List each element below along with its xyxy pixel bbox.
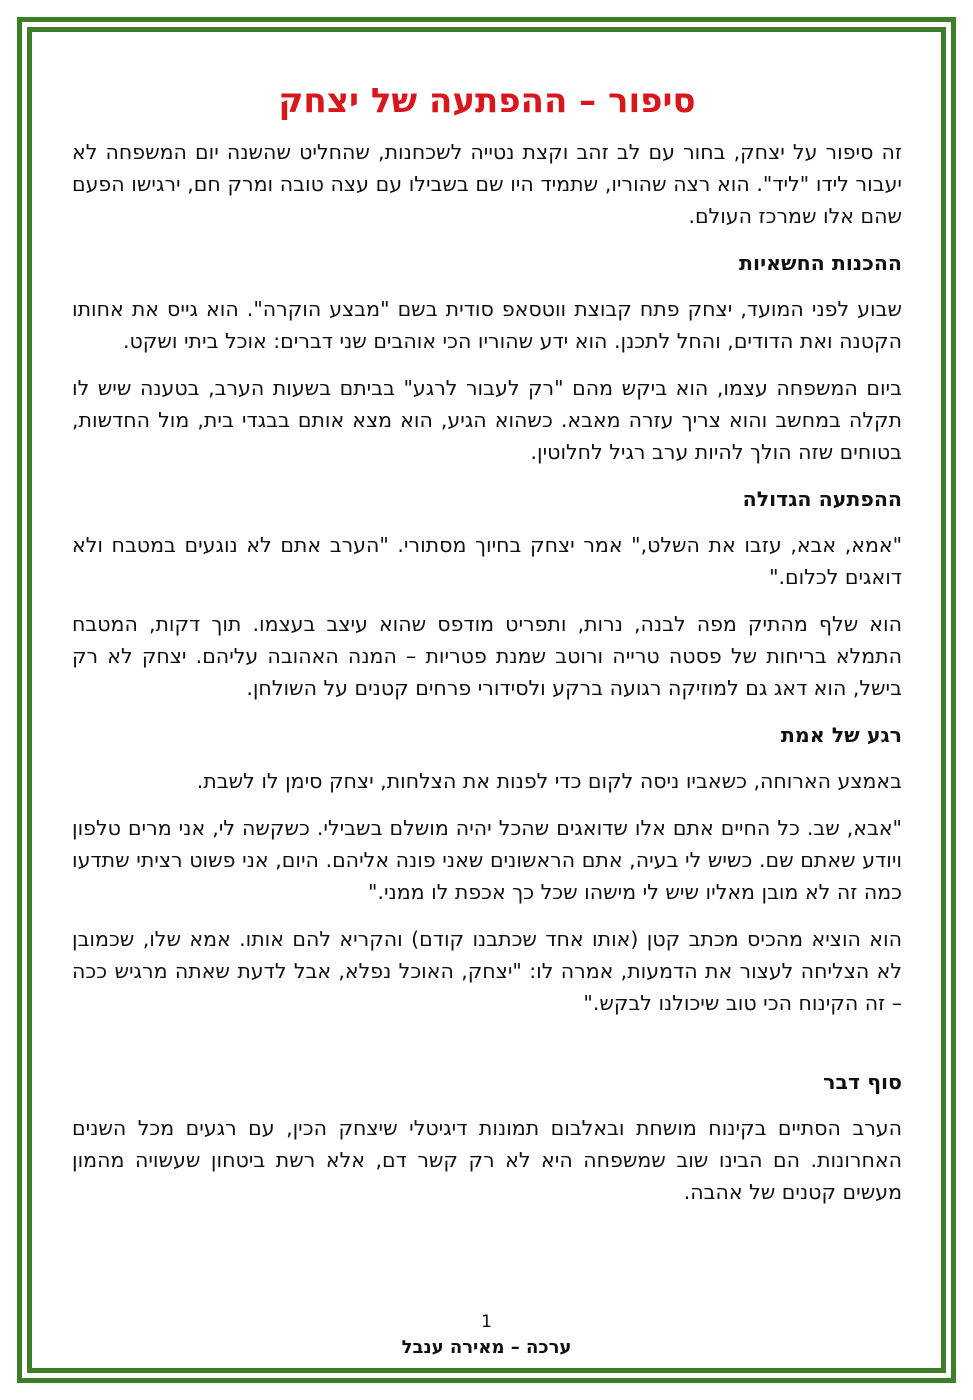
section-heading-secret-preparations: ההכנות החשאיות <box>739 251 902 275</box>
paragraph: הוא שלף מהתיק מפה לבנה, נרות, ותפריט מודפס שהוא עיצב בעצמו. תוך דקות, המטבח התמלא בריחות של פסטה טרייה ורוטב שמנת פטריות – המנה האהובה עליהם. יצחק לא רק בישל, הוא דאג גם למוזיקה רגועה ברקע ולסידורי פרחים קטנים על השולחן. <box>72 612 902 700</box>
intro-paragraph: זה סיפור על יצחק, בחור עם לב זהב וקצת נטייה לשכחנות, שהחליט שהשנה יום המשפחה לא יעבור לידו "ליד". הוא רצה שהוריו, שתמיד היו שם בשבילו עם עצה טובה ומרק חם, ירגישו הפעם שהם אלו שמרכז העולם. <box>72 140 902 228</box>
document-title: סיפור – ההפתעה של יצחק <box>278 81 696 121</box>
section-heading-moment-of-truth: רגע של אמת <box>780 723 902 747</box>
page-number: 1 <box>481 1312 492 1332</box>
paragraph: שבוע לפני המועד, יצחק פתח קבוצת ווטסאפ סודית בשם "מבצע הוקרה". הוא גייס את אחותו הקטנה ואת הדודים, והחל לתכנן. הוא ידע שהוריו הכי אוהבים שני דברים: אוכל ביתי ושקט. <box>72 297 902 353</box>
section-heading-big-surprise: ההפתעה הגדולה <box>742 487 902 511</box>
author-credit: ערכה – מאירה ענבל <box>401 1337 572 1358</box>
document-page <box>72 72 902 1223</box>
section-heading-epilogue: סוף דבר <box>823 1070 902 1094</box>
paragraph: באמצע הארוחה, כשאביו ניסה לקום כדי לפנות את הצלחות, יצחק סימן לו לשבת. <box>196 769 902 793</box>
paragraph: הערב הסתיים בקינוח מושחת ובאלבום תמונות דיגיטלי שיצחק הכין, עם רגעים מכל השנים האחרונות. הם הבינו שוב שמשפחה היא לא רק קשר דם, אלא רשת ביטחון שעשויה מהמון מעשים קטנים של אהבה. <box>72 1116 902 1204</box>
paragraph: "אבא, שב. כל החיים אתם אלו שדואגים שהכל יהיה מושלם בשבילי. כשקשה לי, אני מרים טלפון ויודע שאתם שם. כשיש לי בעיה, אתם הראשונים שאני פונה אליהם. היום, אני פשוט רציתי שתדעו כמה זה לא מובן מאליו שיש לי מישהו שכל כך אכפת לו ממני." <box>72 816 902 904</box>
paragraph: הוא הוציא מהכיס מכתב קטן (אותו אחד שכתבנו קודם) והקריא להם אותו. אמא שלו, שכמובן לא הצליחה לעצור את הדמעות, אמרה לו: "יצחק, האוכל נפלא, אבל לדעת שאתה מרגיש ככה – זה הקינוח הכי טוב שיכולנו לבקש." <box>72 927 902 1015</box>
paragraph: "אמא, אבא, עזבו את השלט," אמר יצחק בחיוך מסתורי. "הערב אתם לא נוגעים במטבח ולא דואגים לכלום." <box>72 533 902 589</box>
paragraph: ביום המשפחה עצמו, הוא ביקש מהם "רק לעבור לרגע" בביתם בשעות הערב, בטענה שיש לו תקלה במחשב והוא צריך עזרה מאבא. כשהוא הגיע, הוא מצא אותם בבגדי בית, מול החדשות, בטוחים שזה הולך להיות ערב רגיל לחלוטין. <box>72 376 902 464</box>
